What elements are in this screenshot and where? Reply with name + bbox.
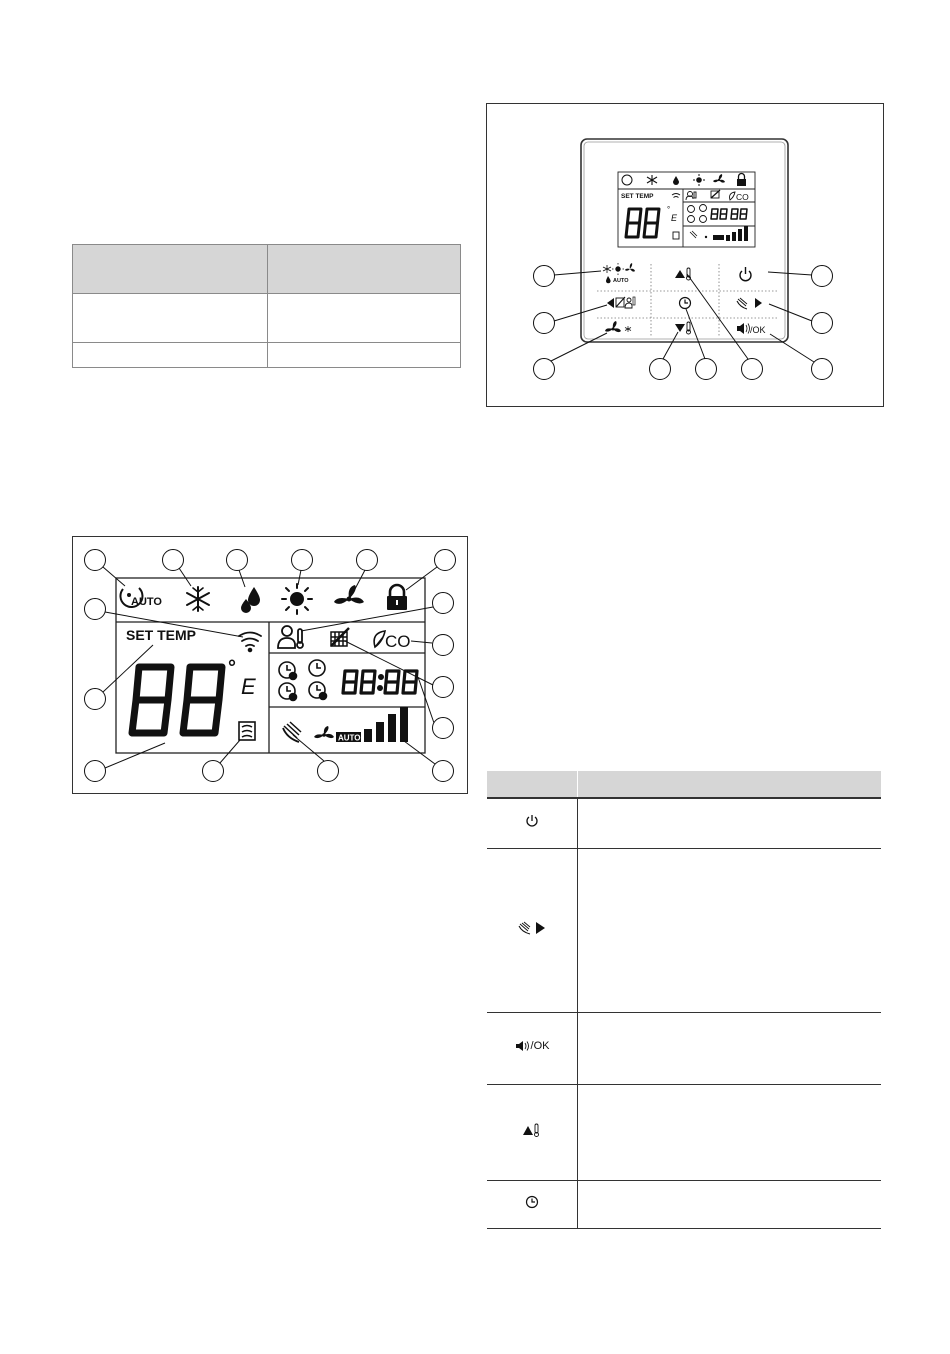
sound-ok-icon [515,1039,550,1053]
clock-digits-value: 88:88 [345,705,348,706]
wifi-icon [239,633,261,652]
display-figure [72,536,468,794]
mini-temperature-value: 88 [629,244,631,245]
controller-body [581,139,788,342]
auto-label: AUTO [131,596,162,608]
clock-digits [343,671,417,693]
spec-header-cell-1 [73,245,268,294]
key-header-icon-cell [487,771,578,798]
controller-figure [486,103,884,407]
clock-icon [525,1195,539,1209]
ok-label: /OK [530,1039,550,1052]
spec-table [72,244,461,368]
key-table-row [487,1084,881,1180]
auto-mode-icon [120,588,162,608]
svg-text:E: E [671,213,678,223]
mode-auto-label: AUTO [613,278,629,284]
temperature-digits-value: 88 [155,749,157,750]
key-table [487,771,881,1229]
dry-mode-icon [241,587,260,613]
key-table-row [487,798,881,848]
timer-icons [279,660,327,701]
set-temp-label: SET TEMP [126,627,197,643]
key-table-row [487,1012,881,1084]
key-table-row [487,848,881,1012]
filter-icon [239,722,255,740]
key-description [578,1180,882,1228]
key-table-row [487,1180,881,1228]
fan-auto-label: AUTO [338,733,361,743]
mini-eco-label: CO [736,192,749,202]
key-description [578,1084,882,1180]
cool-mode-icon [187,587,209,611]
controller-figure-svg [487,104,883,406]
temp-up-icon [522,1122,542,1138]
spec-table-header [73,245,461,294]
mini-clock-value: 88:88 [713,223,716,224]
fan-speed-icon [314,726,334,738]
key-description [578,798,882,848]
power-icon [525,814,539,828]
degree-symbol: ° [228,657,236,679]
spec-table-row [73,294,461,343]
svg-text:°: ° [667,205,671,214]
fan-mode-icon [334,585,364,604]
eco-label: CO [385,632,411,651]
temperature-unit: E [241,674,256,699]
room-temperature-icon [278,626,303,648]
filter-clean-icon [331,628,349,646]
spec-header-cell-2 [268,245,461,294]
swing-right-icon [517,920,547,936]
display-figure-svg [73,537,467,793]
temperature-digits [132,667,222,733]
key-description [578,1012,882,1084]
key-table-header [487,771,881,798]
key-header-desc-cell [578,771,882,798]
mini-set-temp: SET TEMP [621,193,654,200]
fan-speed-bars [364,707,408,742]
lock-icon [387,585,407,610]
spec-table-row [73,343,461,368]
ok-button-label: /OK [750,325,766,335]
key-description [578,848,882,1012]
eco-icon [374,631,410,651]
heat-mode-icon [282,584,312,614]
